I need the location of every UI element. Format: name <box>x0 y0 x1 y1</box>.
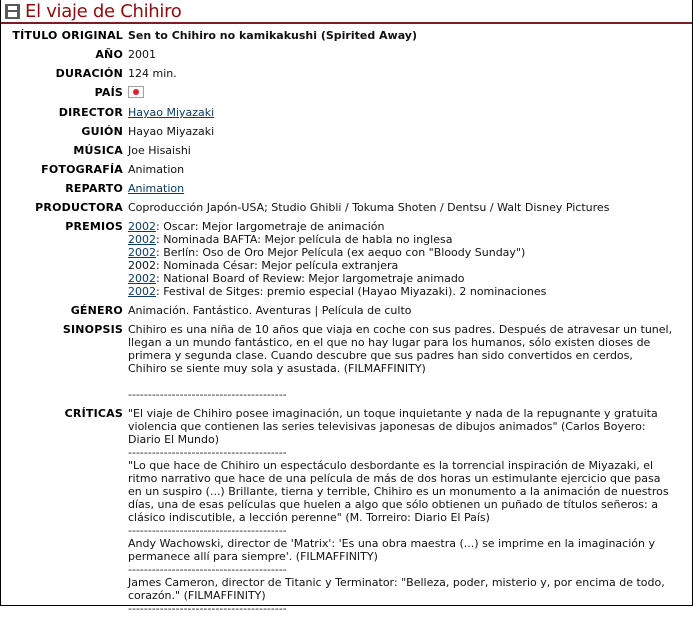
label-anio: AÑO <box>95 48 123 61</box>
row-musica <box>1 144 681 163</box>
critic-review: "Lo que hace de Chihiro un espectáculo desbordante es la torrencial inspiración de Miyazaki, el ritmo narrativo que hace de una película de más de dos horas un estimulante ejercicio que pasa en un suspiro (...) Brillante, tierna y terrible, Chihiro es un monumento a la animación de nuestros días, una de esas películas que huelen a algo que sólo obtienen un puñado de títulos señeros: a clásico indiscutible, a lección perenne" (M. Torreiro: Diario El País) <box>128 459 669 524</box>
row-criticas <box>1 407 681 621</box>
row-reparto <box>1 182 681 201</box>
value-titulo-original: Sen to Chihiro no kamikakushi (Spirited Away) <box>128 29 417 42</box>
label-sinopsis: SINOPSIS <box>62 323 123 336</box>
row-anio <box>1 48 681 67</box>
award-year-link[interactable]: 2002 <box>128 285 156 298</box>
label-guion: GUIÓN <box>81 125 123 138</box>
row-pais <box>1 86 681 106</box>
topic-link[interactable]: Película de culto <box>321 304 412 317</box>
value-guion: Hayao Miyazaki <box>128 125 215 138</box>
label-pais: PAÍS <box>94 86 123 99</box>
label-titulo-original: TÍTULO ORIGINAL <box>12 29 123 42</box>
award-item <box>128 233 673 246</box>
label-premios: PREMIOS <box>65 220 123 233</box>
award-text: : Festival de Sitges: premio especial (Hayao Miyazaki). 2 nominaciones <box>156 285 547 298</box>
row-director <box>1 106 681 125</box>
award-year-link[interactable]: 2002 <box>128 246 156 259</box>
award-item <box>128 259 673 272</box>
award-item <box>128 272 673 285</box>
row-genero <box>1 304 681 323</box>
label-director: DIRECTOR <box>58 106 123 119</box>
award-text: : Berlín: Oso de Oro Mejor Película (ex aequo con "Bloody Sunday") <box>156 246 526 259</box>
separator: ---------------------------------------- <box>128 388 287 401</box>
label-musica: MÚSICA <box>73 144 123 157</box>
movie-info-table <box>1 29 681 621</box>
award-year-link[interactable]: 2002 <box>128 220 156 233</box>
row-duracion <box>1 67 681 86</box>
japan-flag-icon <box>128 86 144 98</box>
critic-review: "El viaje de Chihiro posee imaginación, un toque inquietante y nada de la repugnante y gratuita violencia que contienen las series televisivas japonesas de dibujos animados" (Carlos Boyero: Diario El Mundo) <box>128 407 658 446</box>
award-text: : Nominada César: Mejor película extranjera <box>156 259 399 272</box>
director-link[interactable]: Hayao Miyazaki <box>128 106 215 119</box>
label-genero: GÉNERO <box>70 304 123 317</box>
row-titulo-original <box>1 29 681 48</box>
label-productora: PRODUCTORA <box>35 201 123 214</box>
label-criticas: CRÍTICAS <box>64 407 123 420</box>
row-sinopsis <box>1 323 681 407</box>
row-fotografia <box>1 163 681 182</box>
award-item <box>128 220 673 233</box>
row-premios <box>1 220 681 304</box>
synopsis-text: Chihiro es una niña de 10 años que viaja en coche con sus padres. Después de atravesar un tunel, llegan a un mundo fantástico, en el que no hay lugar para los humanos, sólo existen dioses de primera y segunda clase. Cuando descubre que sus padres han sido convertidos en cerdos, Chihiro se siente muy sola y asustada. (FILMAFFINITY) <box>128 323 673 375</box>
award-year-link[interactable]: 2002 <box>128 233 156 246</box>
genre-links[interactable]: Animación. Fantástico. Aventuras <box>128 304 311 317</box>
award-item <box>128 285 673 298</box>
separator: ---------------------------------------- <box>128 446 287 459</box>
award-text: : National Board of Review: Mejor largometraje animado <box>156 272 465 285</box>
row-guion <box>1 125 681 144</box>
critic-review: James Cameron, director de Titanic y Terminator: "Belleza, poder, misterio y, por encima de todo, corazón." (FILMAFFINITY) <box>128 576 665 602</box>
awards-list <box>128 220 681 304</box>
separator: ---------------------------------------- <box>128 602 287 615</box>
value-fotografia: Animation <box>128 163 185 176</box>
film-icon <box>5 4 20 19</box>
value-anio: 2001 <box>128 48 156 61</box>
award-item <box>128 246 673 259</box>
movie-title: El viaje de Chihiro <box>25 0 182 22</box>
label-duracion: DURACIÓN <box>55 67 123 80</box>
label-reparto: REPARTO <box>65 182 123 195</box>
separator: ---------------------------------------- <box>128 563 287 576</box>
reparto-link[interactable]: Animation <box>128 182 185 195</box>
value-productora: Coproducción Japón-USA; Studio Ghibli / Tokuma Shoten / Dentsu / Walt Disney Pictures <box>128 201 610 214</box>
award-year-link[interactable]: 2002 <box>128 272 156 285</box>
genre-separator: | <box>314 304 319 317</box>
award-text: : Oscar: Mejor largometraje de animación <box>156 220 385 233</box>
movie-header <box>1 0 692 24</box>
award-year: 2002 <box>128 259 156 272</box>
critic-review: Andy Wachowski, director de 'Matrix': 'Es una obra maestra (...) se imprime en la imaginación y permanece allí para siempre'. (FILMAFFINITY) <box>128 537 655 563</box>
value-duracion: 124 min. <box>128 67 177 80</box>
label-fotografia: FOTOGRAFÍA <box>41 163 123 176</box>
value-musica: Joe Hisaishi <box>128 144 191 157</box>
separator: ---------------------------------------- <box>128 524 287 537</box>
row-productora <box>1 201 681 220</box>
award-text: : Nominada BAFTA: Mejor película de habla no inglesa <box>156 233 453 246</box>
